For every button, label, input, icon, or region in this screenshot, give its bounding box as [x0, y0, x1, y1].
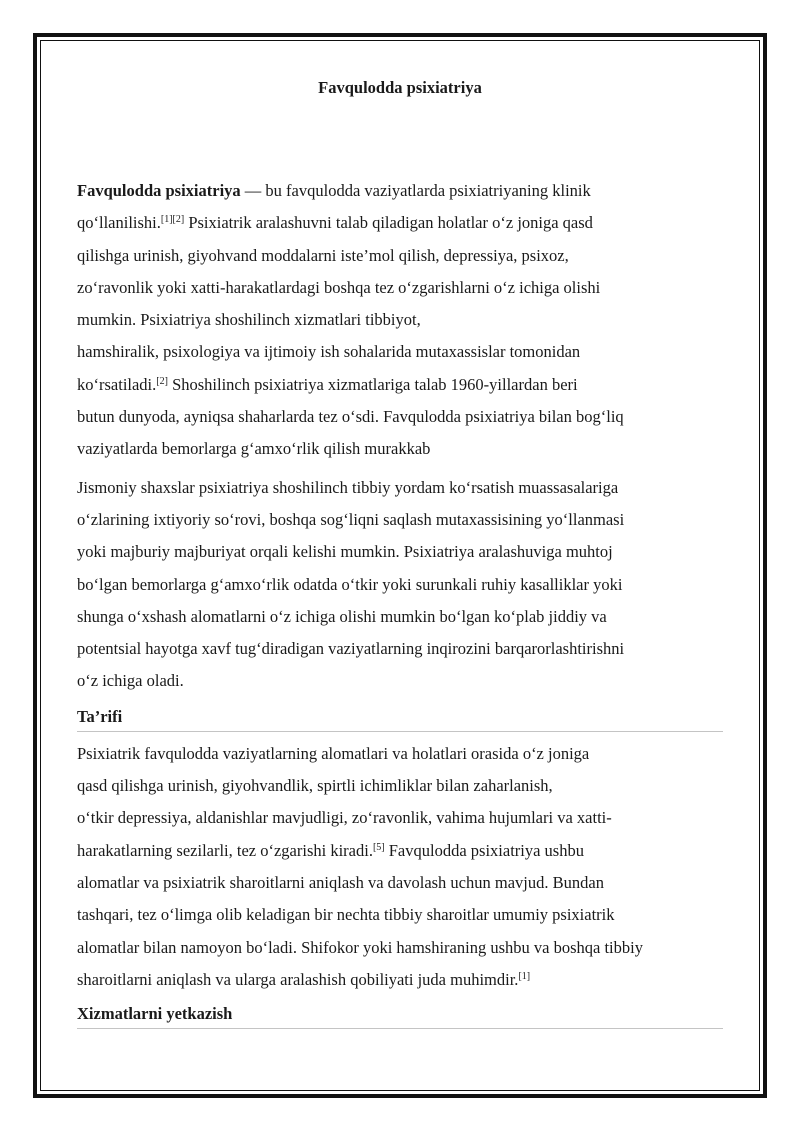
text-line: vaziyatlarda bemorlarga g‘amxo‘rlik qilish murakkab — [77, 439, 431, 459]
text-line: bo‘lgan bemorlarga g‘amxo‘rlik odatda o‘tkir yoki surunkali ruhiy kasalliklar yoki — [77, 574, 623, 594]
citation-ref[interactable]: [5] — [372, 841, 385, 853]
text-span: harakatlarning sezilarli, tez o‘zgarishi kiradi. — [77, 840, 373, 860]
text-span: ko‘rsatiladi. — [77, 374, 157, 394]
text-line — [77, 369, 723, 401]
text-line — [77, 175, 723, 207]
text-line — [77, 207, 723, 239]
text-span: qo‘llanilishi. — [77, 213, 161, 233]
text-line: o‘z ichiga oladi. — [77, 671, 184, 691]
text-line: mumkin. Psixiatriya shoshilinch xizmatlari tibbiyot, — [77, 310, 421, 330]
text-line: yoki majburiy majburiyat orqali kelishi mumkin. Psixiatriya aralashuviga muhtoj — [77, 542, 613, 562]
text-line: alomatlar va psixiatrik sharoitlarni aniqlash va davolash uchun mavjud. Bundan — [77, 872, 604, 892]
text-line: o‘zlarining ixtiyoriy so‘rovi, boshqa sog‘liqni saqlash mutaxassisining yo‘llanmasi — [77, 509, 625, 529]
text-span: Favqulodda psixiatriya ushbu — [384, 840, 584, 860]
text-line: shunga o‘xshash alomatlarni o‘z ichiga olishi mumkin bo‘lgan ko‘plab jiddiy va — [77, 606, 607, 626]
text-line: qasd qilishga urinish, giyohvandlik, spirtli ichimliklar bilan zaharlanish, — [77, 776, 553, 796]
text-span: — bu favqulodda vaziyatlarda psixiatriyaning klinik — [240, 181, 591, 200]
text-line: qilishga urinish, giyohvand moddalarni iste’mol qilish, depressiya, psixoz, — [77, 245, 569, 265]
text-line: alomatlar bilan namoyon bo‘ladi. Shifokor yoki hamshiraning ushbu va boshqa tibbiy — [77, 937, 643, 957]
text-span: Psixiatrik aralashuvni talab qiladigan holatlar o‘z joniga qasd — [184, 213, 593, 233]
text-line: o‘tkir depressiya, aldanishlar mavjudligi, zo‘ravonlik, vahima hujumlari va xatti- — [77, 808, 612, 828]
intro-paragraph — [77, 175, 723, 466]
definition-paragraph — [77, 738, 723, 996]
document-body — [77, 75, 723, 1029]
citation-ref[interactable]: [2] — [156, 375, 168, 387]
text-span: sharoitlarni aniqlash va ularga aralashish qobiliyati juda muhimdir. — [77, 969, 519, 989]
citation-ref[interactable]: [1] — [518, 970, 531, 982]
text-line: Psixiatrik favqulodda vaziyatlarning alomatlari va holatlari orasida o‘z joniga — [77, 743, 590, 763]
text-span: Shoshilinch psixiatriya xizmatlariga talab 1960-yillardan beri — [167, 374, 578, 394]
text-line: tashqari, tez o‘limga olib keladigan bir nechta tibbiy sharoitlar umumiy psixiatrik — [77, 905, 615, 925]
document-title: Favqulodda psixiatriya — [318, 78, 482, 97]
text-line: butun dunyoda, ayniqsa shaharlarda tez o‘sdi. Favqulodda psixiatriya bilan bog‘liq — [77, 407, 624, 427]
citation-ref[interactable]: [1][2] — [160, 214, 185, 226]
section-heading-services: Xizmatlarni yetkazish — [77, 1002, 723, 1029]
text-line: hamshiralik, psixologiya va ijtimoiy ish sohalarida mutaxassislar tomonidan — [77, 342, 581, 362]
text-line — [77, 964, 723, 996]
second-paragraph — [77, 472, 723, 698]
text-line: potentsial hayotga xavf tug‘diradigan vaziyatlarning inqirozini barqarorlashtirishni — [77, 639, 625, 659]
text-line: Jismoniy shaxslar psixiatriya shoshilinch tibbiy yordam ko‘rsatish muassasalariga — [77, 477, 619, 497]
section-heading-definition: Ta’rifi — [77, 705, 723, 732]
term-bold: Favqulodda psixiatriya — [77, 181, 241, 200]
text-line — [77, 835, 723, 867]
text-line: zo‘ravonlik yoki xatti-harakatlardagi boshqa tez o‘zgarishlarni o‘z ichiga olishi — [77, 277, 601, 297]
